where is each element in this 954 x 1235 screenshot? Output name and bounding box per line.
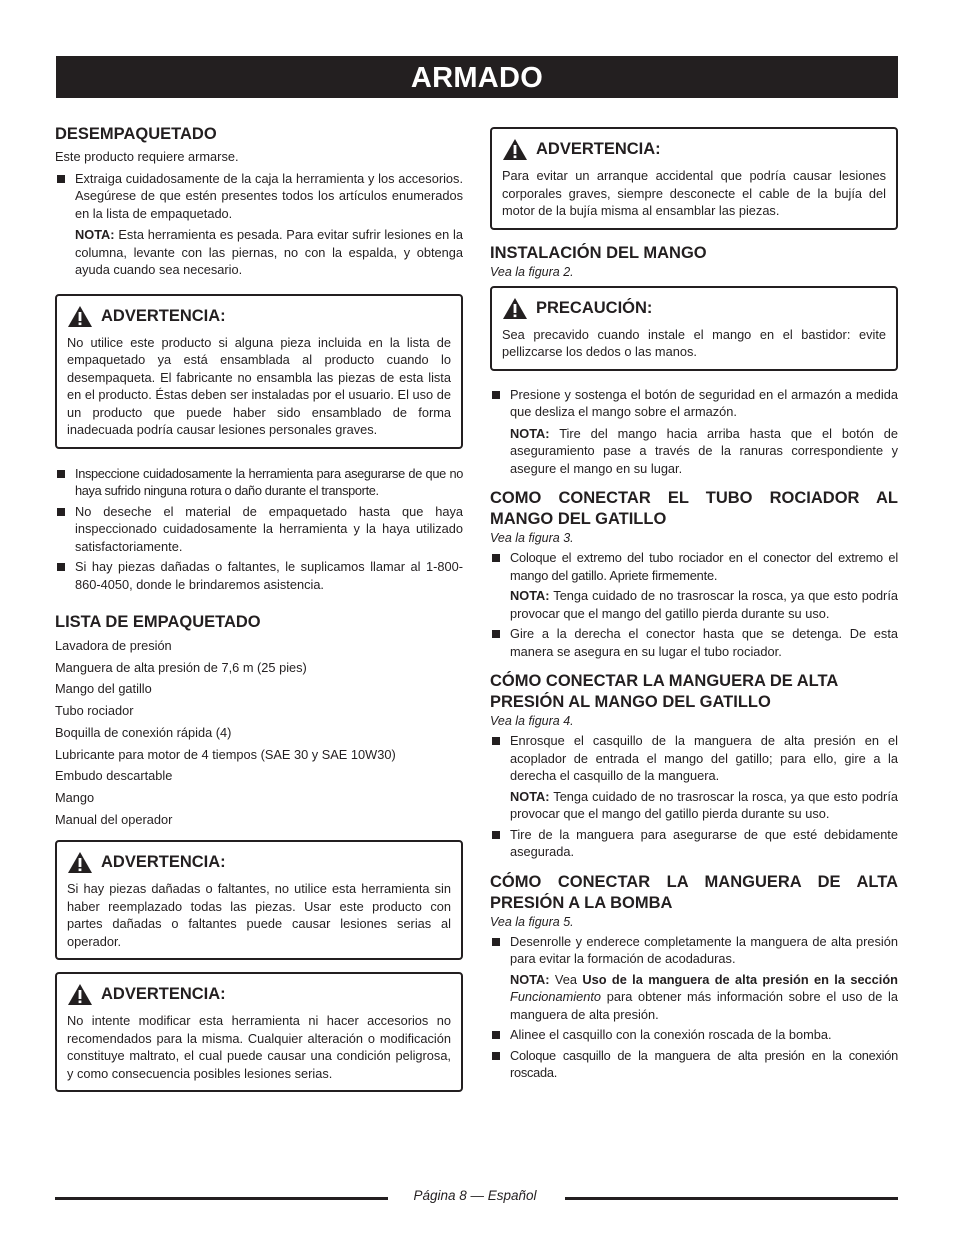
caution-triangle-icon — [502, 297, 528, 320]
note-label: NOTA: — [510, 971, 550, 987]
packing-list-heading: LISTA DE EMPAQUETADO — [55, 613, 261, 631]
unpacking-intro: Este producto requiere armarse. — [55, 149, 239, 164]
hose-gun-bullet-2: Tire de la manguera para asegurarse de que esté debidamente asegurada. — [490, 826, 898, 861]
note-bold: Uso de la manguera de alta presión en la sección — [582, 971, 898, 987]
warning-label: ADVERTENCIA: — [101, 306, 226, 325]
wand-bullet-1: Coloque el extremo del tubo rociador en el conector del extremo el mango del gatillo. Apriete firmemente. — [490, 549, 898, 584]
warning-triangle-icon — [67, 305, 93, 328]
note-label: NOTA: — [510, 425, 550, 441]
footer-page-number: Página 8 — Español — [413, 1188, 537, 1203]
footer-rule-right — [565, 1197, 898, 1200]
hose-pump-bullet-1: Desenrolle y enderece completamente la manguera de alta presión para evitar la formación de acodaduras. — [490, 933, 898, 968]
packing-list — [55, 635, 463, 830]
handle-bullet: Presione y sostenga el botón de seguridad en el armazón a medida que desliza el mango sobre el armazón. — [490, 386, 898, 421]
caution-box — [490, 286, 898, 371]
caution-text: Sea precavido cuando instale el mango en el bastidor: evite pellizcarse los dedos o las manos. — [502, 326, 886, 359]
figure-reference: Vea la figura 2. — [490, 264, 574, 279]
warning-box-accidental-start — [490, 127, 898, 230]
hose-pump-heading: CÓMO CONECTAR LA MANGUERA DE ALTA PRESIÓN A LA BOMBA — [490, 872, 898, 912]
hose-pump-bullet-2: Alinee el casquillo con la conexión roscada de la bomba. — [490, 1026, 898, 1044]
list-item: Lavadora de presión — [55, 638, 172, 653]
packaging-bullet: No deseche el material de empaquetado hasta que haya inspeccionado cuidadosamente la herramienta y la haya utilizado satisfactoriamente. — [55, 503, 463, 556]
warning-triangle-icon — [67, 983, 93, 1006]
hose-pump-note — [490, 971, 898, 1024]
missing-parts-bullet: Si hay piezas dañadas o faltantes, le suplicamos llamar al 1-800-860-4050, donde le brindaremos asistencia. — [55, 558, 463, 593]
note-label: NOTA: — [510, 588, 550, 603]
note-post: para obtener más información sobre el uso de la manguera de alta presión. — [510, 989, 898, 1022]
list-item: Manguera de alta presión de 7,6 m (25 pies) — [55, 659, 307, 675]
note-pre: Vea — [549, 971, 583, 987]
warning-label: ADVERTENCIA: — [101, 853, 226, 872]
footer-rule-left — [55, 1197, 388, 1200]
figure-reference: Vea la figura 5. — [490, 914, 574, 929]
note-text: Esta herramienta es pesada. Para evitar sufrir lesiones en la columna, levante con las piernas, no con la espalda, y obtenga ayuda cuando sea necesario. — [75, 227, 463, 277]
warning-label: ADVERTENCIA: — [101, 985, 226, 1004]
figure-reference: Vea la figura 3. — [490, 531, 574, 545]
warning-text: Si hay piezas dañadas o faltantes, no utilice esta herramienta sin haber reemplazado todas las piezas. Usar este producto con partes dañadas o faltantes puede causar lesiones serias al operador. — [67, 881, 451, 949]
unpacking-bullet: Extraiga cuidadosamente de la caja la herramienta y los accesorios. Asegúrese de que estén presentes todos los artículos enumerados en la lista de empaquetado. — [55, 170, 463, 223]
note-text: Tenga cuidado de no trasroscar la rosca, ya que esto podría provocar que el mango del gatillo pierda durante su uso. — [510, 788, 898, 821]
hose-gun-bullet-1: Enrosque el casquillo de la manguera de alta presión en el acoplador de entrada el mango del gatillo; para ello, gire a la derecha el casquillo de la manguera. — [490, 732, 898, 785]
list-item: Manual del operador — [55, 811, 173, 827]
warning-triangle-icon — [502, 138, 528, 161]
wand-heading: COMO CONECTAR EL TUBO ROCIADOR AL MANGO DEL GATILLO — [490, 489, 898, 528]
list-item: Lubricante para motor de 4 tiempos (SAE 30 y SAE 10W30) — [55, 746, 396, 762]
list-item: Mango — [55, 789, 95, 805]
warning-text: No utilice este producto si alguna pieza incluida en la lista de empaquetado ya está ensamblada al producto cuando lo desempaqueta. El fabricante no ensambla las piezas de esta lista en el producto. Éstas deben ser instaladas por el usuario. El uso de un producto que puede haber sido ensamblado de forma inadecuada podría causar lesiones personales graves. — [67, 334, 451, 437]
warning-triangle-icon — [67, 851, 93, 874]
list-item: Tubo rociador — [55, 703, 134, 719]
warning-box-assembled-parts — [55, 294, 463, 449]
note-italic: Funcionamiento — [510, 989, 602, 1004]
handle-heading: INSTALACIÓN DEL MANGO — [490, 243, 707, 262]
unpacking-note — [55, 226, 463, 279]
handle-note — [490, 425, 898, 478]
warning-box-damaged-parts — [55, 840, 463, 960]
note-label: NOTA: — [75, 227, 115, 242]
warning-label: ADVERTENCIA: — [536, 140, 661, 158]
hose-gun-heading: CÓMO CONECTAR LA MANGUERA DE ALTA PRESIÓN AL MANGO DEL GATILLO — [490, 672, 838, 711]
warning-box-modification — [55, 972, 463, 1092]
figure-reference: Vea la figura 4. — [490, 714, 574, 728]
page-title: ARMADO — [56, 56, 898, 98]
list-item: Mango del gatillo — [55, 681, 152, 697]
note-text: Tenga cuidado de no trasroscar la rosca, ya que esto podría provocar que el mango del gatillo pierda durante su uso. — [510, 588, 898, 621]
caution-label: PRECAUCIÓN: — [536, 298, 653, 317]
page-footer — [55, 1185, 898, 1209]
hose-gun-note — [490, 788, 898, 823]
warning-text: No intente modificar esta herramienta ni hacer accesorios no recomendados para la misma. Cualquier alteración o modificación constituye maltrato, el cual puede causar una condición peligrosa, y como consecuencia posibles lesiones serias. — [67, 1013, 451, 1081]
note-text: Tire del mango hacia arriba hasta que el botón de aseguramiento pase a través de la ranuras correspondiente y asegure el mango en su lugar. — [510, 425, 898, 476]
list-item: Boquilla de conexión rápida (4) — [55, 724, 232, 740]
left-column — [55, 124, 463, 1092]
note-label: NOTA: — [510, 788, 550, 804]
list-item: Embudo descartable — [55, 768, 173, 784]
unpacking-heading: DESEMPAQUETADO — [55, 125, 217, 143]
wand-bullet-2: Gire a la derecha el conector hasta que se detenga. De esta manera se asegura en su lugar el tubo rociador. — [490, 625, 898, 660]
hose-pump-bullet-3: Coloque casquillo de la manguera de alta presión en la conexión roscada. — [490, 1047, 898, 1082]
wand-note — [490, 587, 898, 622]
inspect-bullet: Inspeccione cuidadosamente la herramienta para asegurarse de que no haya sufrido ninguna rotura o daño durante el transporte. — [55, 465, 463, 500]
warning-text: Para evitar un arranque accidental que podría causar lesiones corporales graves, siempre desconecte el cable de la bujía del motor de la bujía misma al ensamblar las piezas. — [502, 168, 886, 218]
right-column — [490, 127, 898, 1082]
